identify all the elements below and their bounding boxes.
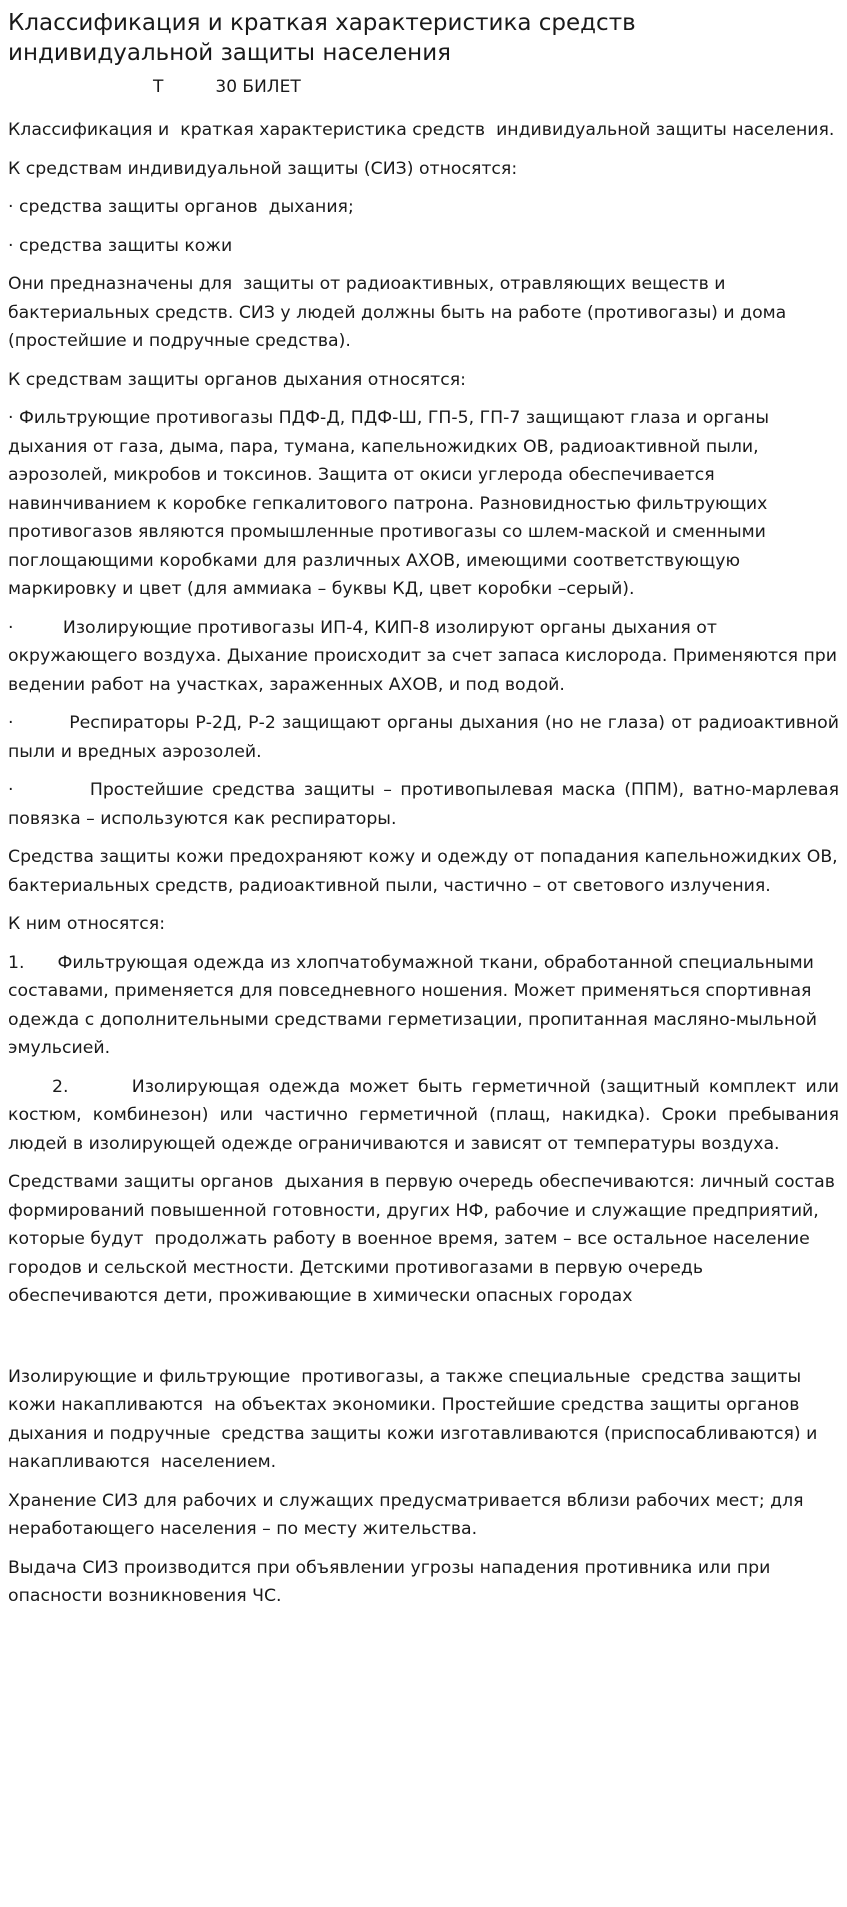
document	[8, 8, 845, 1621]
bullet-respirators: · Респираторы Р-2Д, Р-2 защищают органы дыхания (но не глаза) от радиоактивной пыли и вредных аэрозолей.	[8, 713, 845, 762]
document-title: Классификация и краткая характеристика средств индивидуальной защиты населения	[8, 10, 636, 66]
paragraph-intro: Классификация и краткая характеристика средств индивидуальной защиты населения.	[8, 120, 835, 140]
list-item-filter-clothing: 1. Фильтрующая одежда из хлопчатобумажной ткани, обработанной специальными составами, применяется для повседневного ношения. Может применяться спортивная одежда с дополнительными средствами герметизации, пропитанная масляно-мыльной эмульсией.	[8, 952, 823, 1058]
bullet-filter-gas-masks: · Фильтрующие противогазы ПДФ-Д, ПДФ-Ш, ГП-5, ГП-7 защищают глаза и органы дыхания от газа, дыма, пара, тумана, капельножидких ОВ, радиоактивной пыли, аэрозолей, микробов и токсинов. Защита от окиси углерода обеспечивается навинчиванием к коробке гепкалитового патрона. Разновидностью фильтрующих противогазов являются промышленные противогазы со шлем-маской и сменными поглощающими коробками для различных АХОВ, имеющими соответствующую маркировку и цвет (для аммиака – буквы КД, цвет коробки –серый).	[8, 408, 775, 599]
paragraph-skin-protection: Средства защиты кожи предохраняют кожу и одежду от попадания капельножидких ОВ, бактериальных средств, радиоактивной пыли, частично – от светового излучения.	[8, 847, 844, 896]
ticket-label: 30 БИЛЕТ	[215, 77, 301, 97]
ticket-line	[8, 74, 839, 100]
bullet-skin-protection: · средства защиты кожи	[8, 235, 233, 256]
paragraph-storage: Хранение СИЗ для рабочих и служащих предусматривается вблизи рабочих мест; для неработающего населения – по месту жительства.	[8, 1490, 810, 1539]
paragraph-siz-list-heading: К средствам индивидуальной защиты (СИЗ) относятся:	[8, 158, 518, 179]
paragraph-skin-list-heading: К ним относятся:	[8, 914, 166, 934]
bullet-respiratory-protection: · средства защиты органов дыхания;	[8, 197, 354, 217]
spacer	[8, 1321, 839, 1363]
paragraph-priority-supply: Средствами защиты органов дыхания в первую очередь обеспечиваются: личный состав формирований повышенной готовности, других НФ, рабочие и служащие предприятий, которые будут продолжать работу в военное время, затем – все остальное население городов и сельской местности. Детскими противогазами в первую очередь обеспечиваются дети, проживающие в химически опасных городах	[8, 1172, 841, 1306]
paragraph-accumulation: Изолирующие и фильтрующие противогазы, а также специальные средства защиты кожи накапливаются на объектах экономики. Простейшие средства защиты органов дыхания и подручные средства защиты кожи изготавливаются (приспосабливаются) и накапливаются населением.	[8, 1366, 823, 1472]
bullet-simple-protection: · Простейшие средства защиты – противопылевая маска (ППМ), ватно-марлевая повязка – используются как респираторы.	[8, 780, 845, 829]
paragraph-distribution: Выдача СИЗ производится при объявлении угрозы нападения противника или при опасности возникновения ЧС.	[8, 1557, 776, 1606]
list-item-isolating-clothing: 2. Изолирующая одежда может быть герметичной (защитный комплект или костюм, комбинезон) или частично герметичной (плащ, накидка). Сроки пребывания людей в изолирующей одежде ограничиваются и зависят от температуры воздуха.	[8, 1076, 845, 1154]
paragraph-respiratory-heading: К средствам защиты органов дыхания относятся:	[8, 369, 466, 390]
ticket-letter: Т	[153, 77, 164, 97]
paragraph-purpose: Они предназначены для защиты от радиоактивных, отравляющих веществ и бактериальных средств. СИЗ у людей должны быть на работе (противогазы) и дома (простейшие и подручные средства).	[8, 274, 792, 351]
bullet-isolating-gas-masks: · Изолирующие противогазы ИП-4, КИП-8 изолируют органы дыхания от окружающего воздуха. Дыхание происходит за счет запаса кислорода. Применяются при ведении работ на участках, зараженных АХОВ, и под водой.	[8, 617, 843, 695]
